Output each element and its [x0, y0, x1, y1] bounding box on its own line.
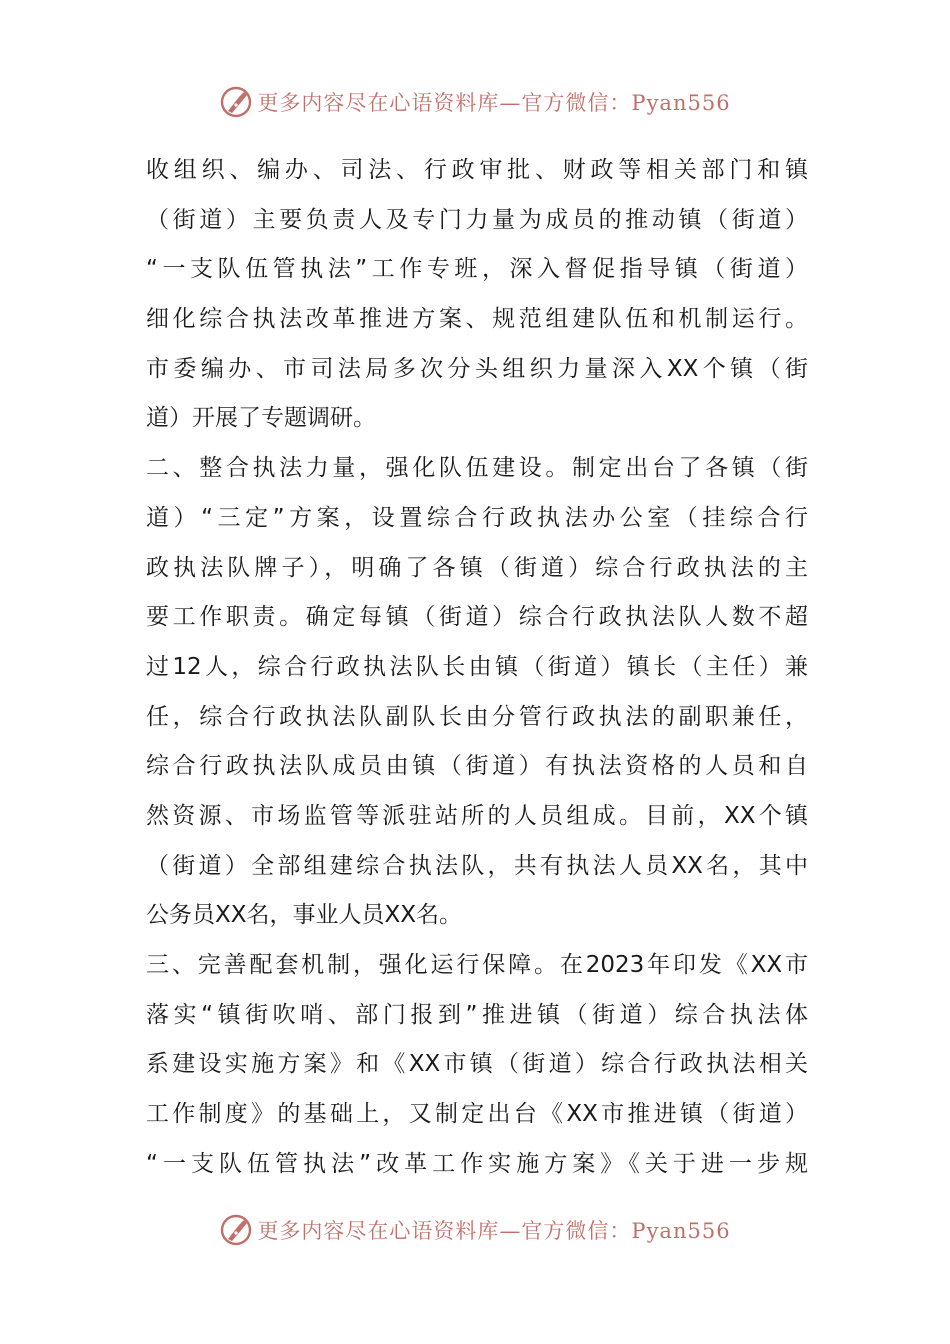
text-line: “一支队伍管执法”改革工作实施方案》《关于进一步规	[146, 1150, 808, 1177]
pen-nib-logo-icon	[219, 85, 253, 119]
text-line: 过12人，综合行政执法队长由镇（街道）镇长（主任）兼	[146, 653, 808, 680]
text-line: 工作制度》的基础上，又制定出台《XX市推进镇（街道）	[146, 1101, 808, 1128]
text-line: 道）“三定”方案，设置综合行政执法办公室（挂综合行	[146, 504, 808, 531]
watermark-footer	[0, 1210, 950, 1250]
text-line: 细化综合执法改革推进方案、规范组建队伍和机制运行。	[146, 306, 808, 333]
text-line: 二、整合执法力量，强化队伍建设。制定出台了各镇（街	[146, 455, 808, 482]
text-line: “一支队伍管执法”工作专班，深入督促指导镇（街道）	[146, 256, 808, 283]
text-line: 收组织、编办、司法、行政审批、财政等相关部门和镇	[146, 157, 808, 183]
watermark-text: 更多内容尽在心语资料库—官方微信：Pyan556	[257, 1219, 731, 1243]
text-line: 政执法队牌子），明确了各镇（街道）综合行政执法的主	[146, 554, 808, 581]
watermark-text: 更多内容尽在心语资料库—官方微信：Pyan556	[257, 91, 731, 115]
text-line: 然资源、市场监管等派驻站所的人员组成。目前，XX个镇	[146, 802, 808, 829]
text-line: 公务员XX名，事业人员XX名。	[146, 902, 463, 929]
text-line: （街道）全部组建综合执法队，共有执法人员XX名，其中	[146, 852, 808, 879]
text-line: 三、完善配套机制，强化运行保障。在2023年印发《XX市	[146, 952, 808, 978]
pen-nib-logo-icon	[219, 1213, 253, 1247]
text-line: （街道）主要负责人及专门力量为成员的推动镇（街道）	[146, 206, 808, 233]
text-line: 系建设实施方案》和《XX市镇（街道）综合行政执法相关	[146, 1051, 808, 1078]
text-line: 任，综合行政执法队副队长由分管行政执法的副职兼任，	[146, 703, 808, 730]
watermark-header	[0, 82, 950, 122]
text-line: 落实“镇街吹哨、部门报到”推进镇（街道）综合执法体	[146, 1001, 808, 1028]
text-line: 道）开展了专题调研。	[146, 405, 376, 432]
text-line: 市委编办、市司法局多次分头组织力量深入XX个镇（街	[146, 355, 808, 382]
document-body	[146, 146, 808, 1189]
text-line: 要工作职责。确定每镇（街道）综合行政执法队人数不超	[146, 604, 808, 631]
text-line: 综合行政执法队成员由镇（街道）有执法资格的人员和自	[146, 753, 808, 780]
